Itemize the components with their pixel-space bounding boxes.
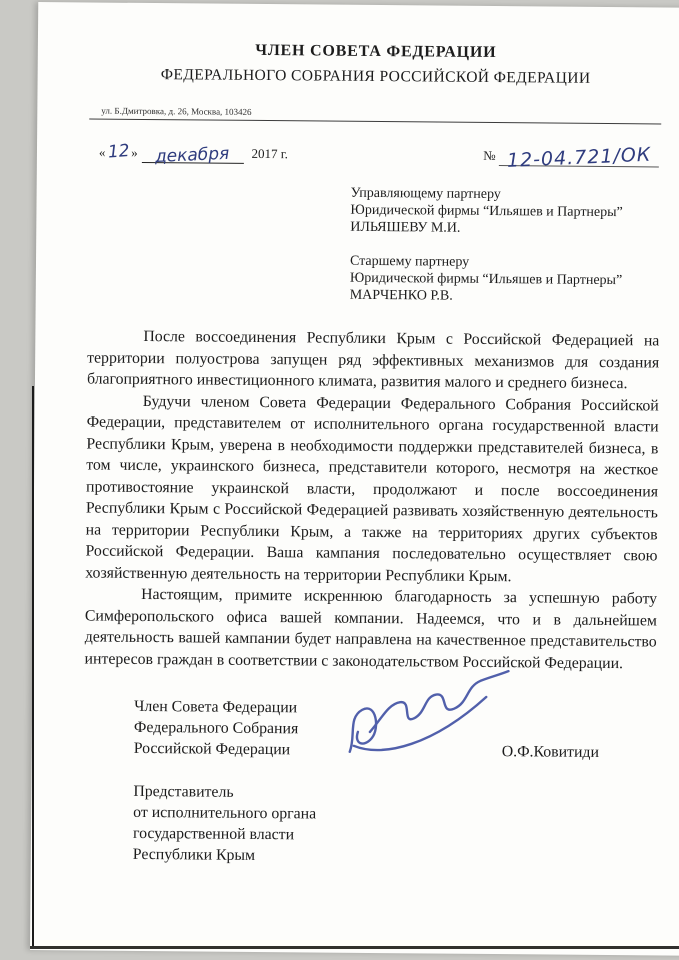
recipient-line: Юридической фирмы “Ильяшев и Партнеры” xyxy=(349,270,623,289)
scan-edge-line-bottom xyxy=(30,946,679,949)
month-blank-line xyxy=(142,142,244,168)
signer-title-line: Федерального Собрания xyxy=(133,718,299,738)
close-quote: » xyxy=(131,144,138,160)
recipient-1 xyxy=(350,185,660,239)
letterhead-title: ЧЛЕН СОВЕТА ФЕДЕРАЦИИ xyxy=(255,41,497,62)
signer-role-line: Представитель xyxy=(133,782,234,801)
number-sign: № xyxy=(483,147,496,164)
handwritten-number: 12-04.721/ОК xyxy=(506,143,652,172)
recipient-line: Управляющему партнеру xyxy=(350,185,501,203)
recipient-line: Юридической фирмы “Ильяшев и Партнеры” xyxy=(350,202,623,221)
paragraph: После воссоединения Республики Крым с Российской Федерацией на территории полуострова запущен ряд эффективных механизмов для создания благоприятного инвестиционного климата, развития малого и среднего бизнеса. xyxy=(86,327,660,393)
signer-role-line: Республики Крым xyxy=(132,845,256,864)
signer-role-line: от исполнительного органа xyxy=(133,803,317,823)
recipient-2 xyxy=(350,253,660,307)
letterhead-address: ул. Б.Дмитровка, д. 26, Москва, 103426 xyxy=(101,105,252,117)
document-number-field xyxy=(483,143,661,172)
recipient-name: МАРЧЕНКО Р.В. xyxy=(349,287,453,304)
paragraph: Настоящим, примите искреннюю благодарность за успешную работу Симферопольского офиса вашей компании. Надеемся, что и в дальнейшем деятельность вашей кампании будет направлена на качественное представительство интересов граждан в соответствии с законодательством Российской Федерации. xyxy=(84,585,658,672)
letter-page xyxy=(30,2,679,956)
open-quote: « xyxy=(98,144,106,160)
letterhead xyxy=(89,40,662,124)
signer-role-block xyxy=(132,781,655,900)
letter-body xyxy=(84,325,659,674)
signer-role-line: государственной власти xyxy=(132,824,295,844)
letterhead-subtitle: ФЕДЕРАЛЬНОГО СОБРАНИЯ РОССИЙСКОЙ ФЕДЕРАЦИИ xyxy=(160,66,591,87)
signer-title-line: Российской Федерации xyxy=(133,739,291,759)
scan-edge-line-left xyxy=(32,386,34,948)
date-line xyxy=(89,132,661,172)
signer-name: О.Ф.Ковитиди xyxy=(501,743,600,761)
date-field xyxy=(89,140,289,168)
signer-title-line: Член Совета Федерации xyxy=(134,697,298,717)
handwritten-month: декабря xyxy=(154,143,231,168)
number-blank-line xyxy=(499,143,659,172)
recipient-line: Старшему партнеру xyxy=(349,253,470,270)
recipient-block xyxy=(350,185,661,307)
signature-area xyxy=(82,695,656,899)
handwritten-day: 12 xyxy=(106,140,130,163)
year-label: 2017 г. xyxy=(251,145,289,162)
paragraph: Будучи членом Совета Федерации Федерального Собрания Российской Федерации, представителем от исполнительного органа государственной власти Республики Крым, уверена в необходимости поддержки представителей бизнеса, в том числе, украинского бизнеса, представители которого, несмотря на жесткое противостояние украинской власти, продолжают и после воссоединения Республики Крым с Российской Федерацией развивать хозяйственную деятельность на территории Республики Крым, а также на территориях других субъектов Российской Федерации. Ваша кампания последовательно осуществляет свою хозяйственную деятельность на территории Республики Крым. xyxy=(85,392,659,585)
recipient-name: ИЛЬЯШЕВУ М.И. xyxy=(350,219,461,236)
